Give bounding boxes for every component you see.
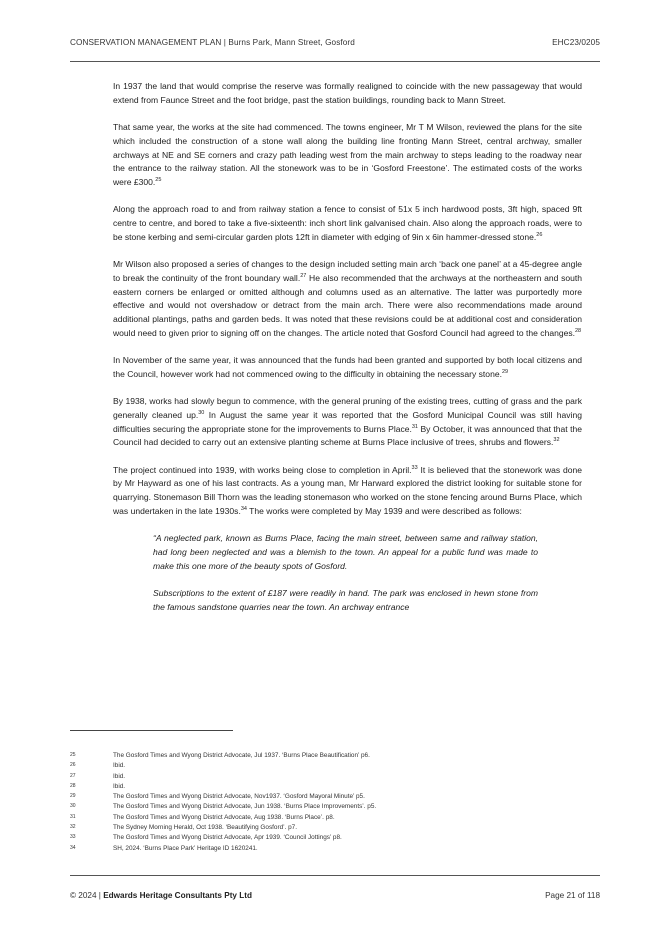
- footnote-divider: [70, 730, 233, 731]
- footnote: 27 Ibid.: [70, 772, 126, 780]
- footnote-ref[interactable]: 34: [240, 505, 247, 512]
- footnote-ref[interactable]: 27: [300, 272, 307, 279]
- footnote: 30 The Gosford Times and Wyong District Advocate, Jun 1938. ‘Burns Place Improvements’. p5.: [70, 803, 377, 811]
- footnote-ref[interactable]: 26: [536, 231, 543, 238]
- block-quote: Subscriptions to the extent of £187 were readily in hand. The park was enclosed in hewn stone from the famous sandstone quarries near the town. An archway entrance: [153, 587, 538, 612]
- block-quote: “A neglected park, known as Burns Place, facing the main street, between same and railway station, had long been neglected and was a blemish to the town. An appeal for a public fund was made to make this one more of the beauty spots of Gosford.: [153, 533, 538, 571]
- document-reference: EHC23/0205: [552, 38, 600, 47]
- paragraph: By 1938, works had slowly begun to commence, with the general pruning of the existing trees, cutting of grass and the park generally cleaned up.$^{30}$ In August the same year it was reported that the Gosford Municipal Council was still having difficulties securing the appropriate stone for the improvements to Burns Place.$^{31}$ By October, it was announced that that the Council had decided to carry out an extensive planting scheme at Burns Place inclusive of trees, shrubs and flowers.$^{32}$: [113, 396, 582, 448]
- footnote-ref[interactable]: 25: [155, 177, 162, 183]
- footer-divider: [70, 875, 600, 876]
- paragraph: In November of the same year, it was announced that the funds had been granted and supported by both local citizens and the Council, however work had not commenced owing to the difficulty in obtaining the necessary stone.$^{29}$: [113, 355, 582, 379]
- page-number: Page 21 of 118: [545, 891, 600, 900]
- document-title: CONSERVATION MANAGEMENT PLAN | Burns Park, Mann Street, Gosford: [70, 38, 355, 47]
- body-text: [113, 80, 582, 628]
- paragraph: The project continued into 1939, with works being close to completion in April.$^{33}$ It is believed that the stonework was done by Mr Hayward as one of his last contracts. As a young man, Mr Harward explored the district looking for suitable stone for quarrying. Stonemason Bill Thorn was the leading stonemason who worked on the stone fencing around Burns Place, which was undertaken in the late 1930s.$^{34}$ The works were completed by May 1939 and were described as follows:: [113, 464, 582, 516]
- paragraph: Mr Wilson also proposed a series of changes to the design included setting main arch ‘back one panel’ at a 45-degree angle to break the continuity of the front boundary wall.$^{27}$ He also recommended that the archways at the northeastern and south eastern corners be enlarged or omitted although and columns used as an alternative. The latter was purportedly more effective and would not overshadow or detract from the main arch. There were also recommendations made around additional plantings, paths and garden beds. It was noted that these revisions could be at additional cost and consideration would need to given prior to signing off on the changes. The article noted that Gosford Council had agreed to the changes.$^{28}$: [113, 259, 583, 338]
- footnotes: [70, 751, 590, 854]
- copyright: © 2024 | Edwards Heritage Consultants Pty Ltd: [70, 891, 252, 900]
- footnote-ref[interactable]: 33: [411, 464, 418, 471]
- footnote-ref[interactable]: 28: [575, 327, 582, 334]
- footnote: 33 The Gosford Times and Wyong District Advocate, Apr 1939. ‘Council Jottings’ p8.: [70, 834, 342, 842]
- footnote: 29 The Gosford Times and Wyong District Advocate, Nov1937. ‘Gosford Mayoral Minute’ p5.: [70, 793, 365, 801]
- header-divider: [70, 61, 600, 62]
- footnote: 26 Ibid.: [70, 762, 126, 770]
- footnote: 34 SH, 2024. ‘Burns Place Park’ Heritage ID 1620241.: [70, 844, 258, 852]
- paragraph: In 1937 the land that would comprise the reserve was formally realigned to coincide with the new passageway that would extend from Faunce Street and the foot bridge, past the station buildings, rounding back to Mann Street.: [113, 81, 582, 105]
- footnote: 28 Ibid.: [70, 782, 126, 790]
- footnote: 31 The Gosford Times and Wyong District Advocate, Aug 1938. ‘Burns Place’. p8.: [70, 813, 335, 821]
- footnote-ref[interactable]: 30: [198, 409, 205, 416]
- paragraph: Along the approach road to and from railway station a fence to consist of 51x 5 inch hardwood posts, 3ft high, spaced 9ft centre to centre, and bored to take a five-sixteenth: inch short link galvanised chain. Also along the approach roads, were to be stone kerbing and semi-circular garden plots 12ft in diameter with edging of 9in x 6in hammer-dressed stone.$^{26}$: [113, 204, 582, 242]
- footnote: 32 The Sydney Morning Herald, Oct 1938. ‘Beautifying Gosford’. p7.: [70, 824, 298, 832]
- footnote-ref[interactable]: 31: [411, 423, 418, 430]
- footnote-ref[interactable]: 29: [501, 368, 509, 375]
- footnote-ref[interactable]: 32: [553, 437, 560, 444]
- company-name: Edwards Heritage Consultants Pty Ltd: [103, 891, 252, 900]
- footnote: 25 The Gosford Times and Wyong District Advocate, Jul 1937. ‘Burns Place Beautification’ p6.: [70, 752, 370, 759]
- paragraph: That same year, the works at the site had commenced. The towns engineer, Mr T M Wilson, reviewed the plans for the site which included the construction of a stone wall along the building line fronting Mann Street, central archway, smaller archways at NE and SE corners and crazy path leading west from the main archway to steps leading to the roadway near the entrance to the railway station. All the stonework was to be in ‘Gosford Freestone’. The estimated costs of the works were £300.25: [113, 122, 582, 187]
